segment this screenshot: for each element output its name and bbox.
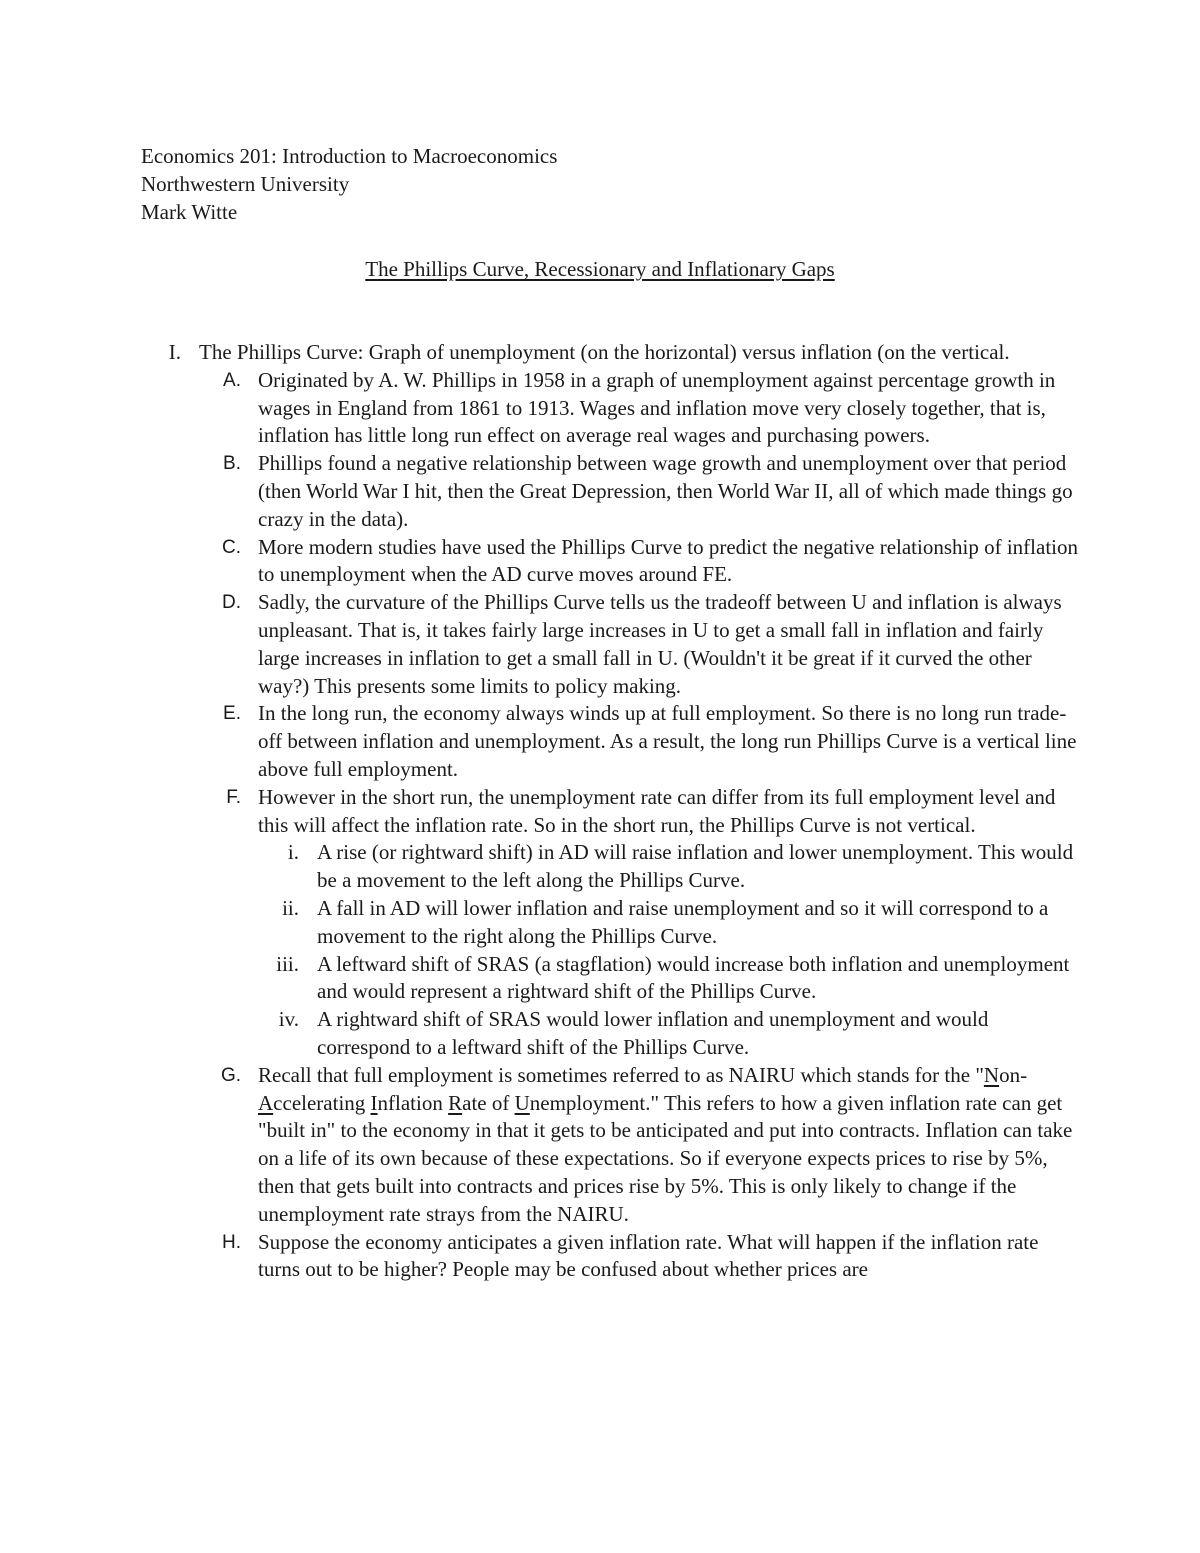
outline-item-H	[141, 1229, 1081, 1285]
outline-item-F-ii	[141, 895, 1081, 951]
outline-item-B	[141, 450, 1081, 533]
acronym-initial-a: A	[258, 1090, 274, 1115]
outline-item-E	[141, 700, 1081, 783]
outline-item-F-iv	[141, 1006, 1081, 1062]
acronym-rest-i: nflation	[377, 1090, 449, 1115]
acronym-initial-r: R	[448, 1090, 463, 1115]
item-text: A leftward shift of SRAS (a stagflation) would increase both inflation and unemployment and would represent a rightward shift of the Phillips Curve.	[317, 951, 1070, 1004]
acronym-initial-u: U	[514, 1090, 530, 1115]
item-text: Phillips found a negative relationship between wage growth and unemployment over that period (then World War I hit, then the Great Depression, then World War II, all of which made things go crazy in the data).	[258, 451, 1073, 531]
item-marker: iv.	[278, 1007, 299, 1032]
item-text: A fall in AD will lower inflation and raise unemployment and so it will correspond to a movement to the right along the Phillips Curve.	[317, 895, 1049, 948]
item-marker: F.	[226, 786, 241, 808]
acronym-initial-i: I	[370, 1090, 378, 1115]
outline	[141, 339, 1081, 1284]
item-text: Suppose the economy anticipates a given inflation rate. What will happen if the inflation rate turns out to be higher? People may be confused about whether prices are	[258, 1229, 1039, 1282]
item-text: Originated by A. W. Phillips in 1958 in a graph of unemployment against percentage growth in wages in England from 1861 to 1913. Wages and inflation move very closely together, that is, inflation has little long run effect on average real wages and purchasing powers.	[258, 367, 1056, 448]
acronym-rest-n: on-	[999, 1062, 1028, 1087]
nairu-explanation-text: ." This refers to how a given inflation rate can get "built in" to the economy in that it gets to be anticipated and put into contracts. Inflation can take on a life of its own because of these expectations. So if everyone expects prices to rise by 5%, then that gets built into contracts and prices rise by 5%. This is only likely to change if the unemployment rate strays from the NAIRU.	[258, 1090, 1073, 1226]
outline-item-I	[141, 339, 1081, 367]
acronym-rest-a: ccelerating	[273, 1090, 371, 1115]
document-header	[141, 142, 557, 226]
outline-item-F-iii	[141, 951, 1081, 1007]
item-marker: i.	[287, 840, 299, 865]
outline-item-A	[141, 367, 1081, 450]
item-text: Sadly, the curvature of the Phillips Curve tells us the tradeoff between U and inflation is always unpleasant. That is, it takes fairly large increases in U to get a small fall in inflation and fairly large increases in inflation to get a small fall in U. (Wouldn't it be great if it curved the other way?) This presents some limits to policy making.	[258, 590, 1062, 698]
item-marker: B.	[223, 453, 241, 475]
acronym-rest-r: ate of	[462, 1090, 515, 1115]
item-marker: C.	[222, 536, 241, 558]
item-text: More modern studies have used the Phillips Curve to predict the negative relationship of inflation to unemployment when the AD curve moves around FE.	[258, 534, 1078, 587]
outline-item-F-i	[141, 839, 1081, 895]
course-name: Economics 201: Introduction to Macroeconomics	[141, 144, 558, 168]
instructor-name: Mark Witte	[141, 200, 238, 224]
item-marker: I.	[168, 340, 181, 364]
item-marker: ii.	[282, 895, 299, 920]
item-marker: A.	[223, 369, 241, 391]
item-marker: G.	[220, 1064, 241, 1086]
document-title: The Phillips Curve, Recessionary and Inflationary Gaps	[365, 257, 835, 281]
item-marker: E.	[223, 703, 241, 725]
outline-item-F	[141, 784, 1081, 840]
item-text: The Phillips Curve: Graph of unemployment (on the horizontal) versus inflation (on the vertical.	[199, 340, 1010, 364]
acronym-initial-n: N	[983, 1062, 1000, 1087]
item-marker: H.	[222, 1231, 241, 1253]
item-text	[258, 1062, 1081, 1229]
item-text: A rightward shift of SRAS would lower inflation and unemployment and would correspond to a leftward shift of the Phillips Curve.	[317, 1007, 989, 1059]
item-text: In the long run, the economy always winds up at full employment. So there is no long run trade-off between inflation and unemployment. As a result, the long run Phillips Curve is a vertical line above full employment.	[258, 701, 1077, 781]
item-text: However in the short run, the unemployment rate can differ from its full employment level and this will affect the inflation rate. So in the short run, the Phillips Curve is not vertical.	[258, 784, 1056, 837]
university-name: Northwestern University	[141, 172, 350, 196]
item-text: A rise (or rightward shift) in AD will raise inflation and lower unemployment. This would be a movement to the left along the Phillips Curve.	[317, 840, 1074, 893]
outline-item-D	[141, 589, 1081, 700]
outline-item-G	[141, 1062, 1081, 1229]
nairu-intro-text: Recall that full employment is sometimes referred to as NAIRU which stands for the "	[258, 1062, 984, 1087]
outline-item-C	[141, 534, 1081, 590]
acronym-rest-u: nemployment	[529, 1090, 646, 1115]
item-marker: D.	[222, 592, 241, 614]
item-marker: iii.	[276, 951, 299, 976]
